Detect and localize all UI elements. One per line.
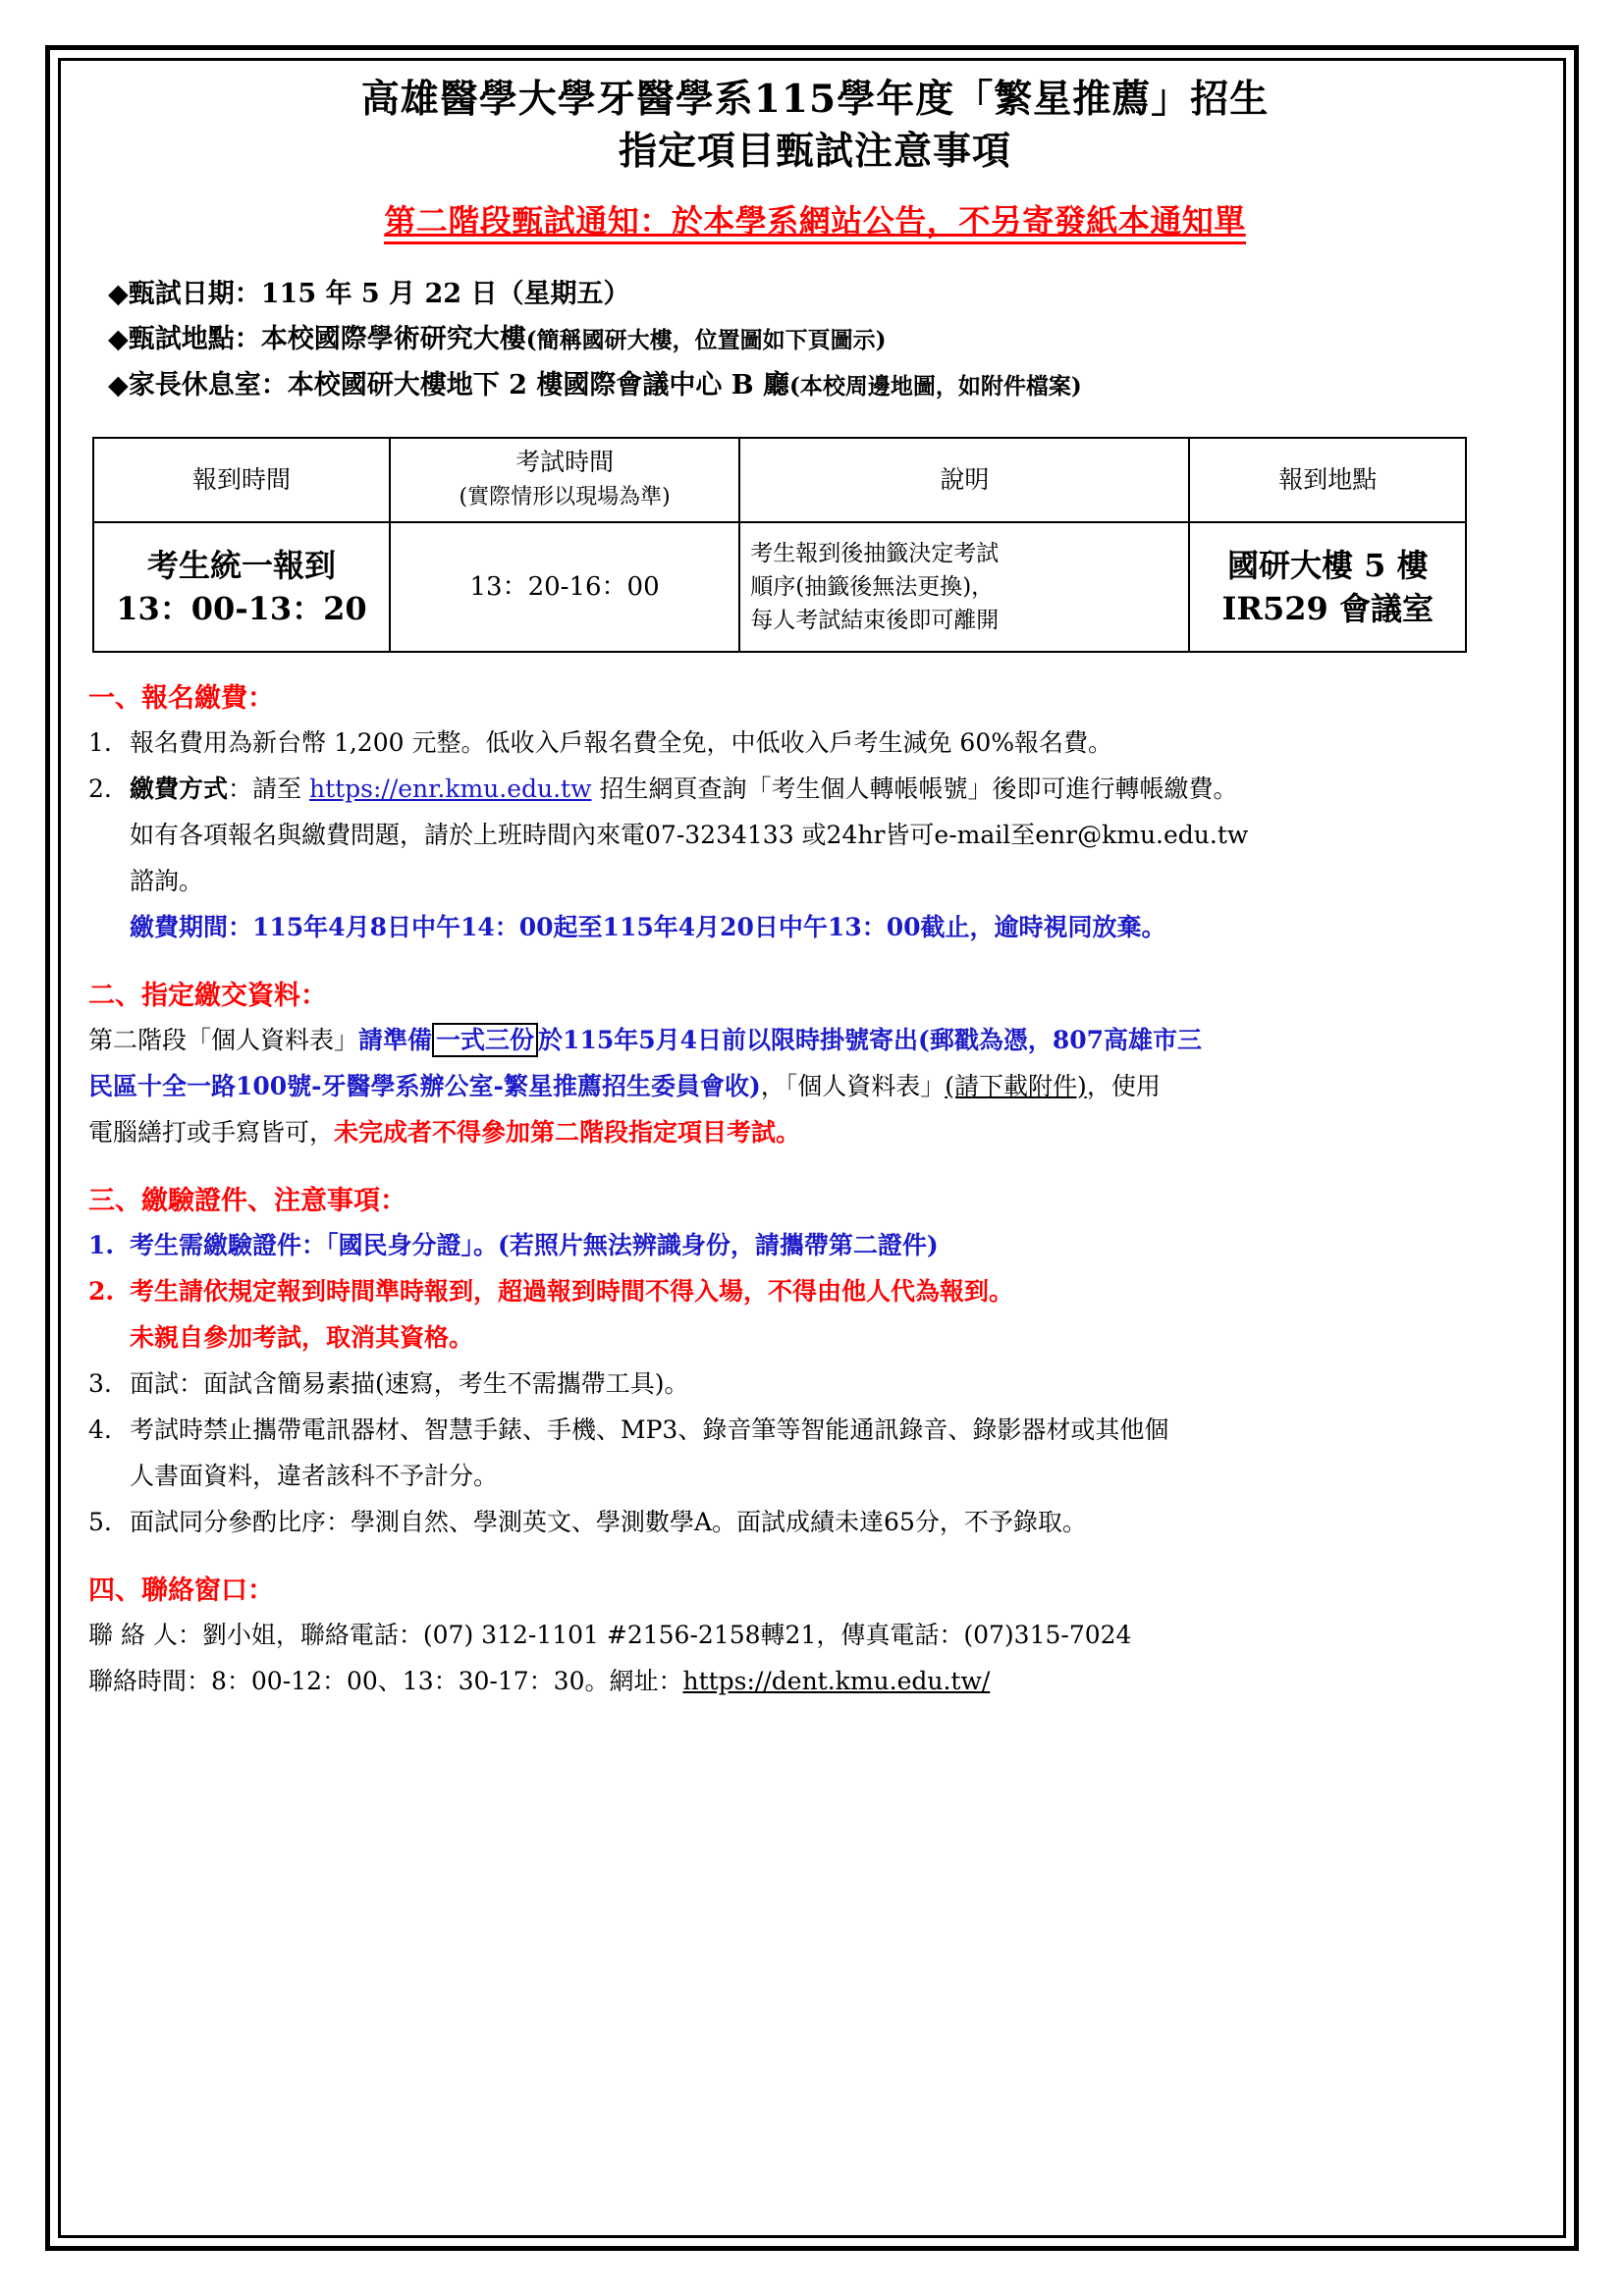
section3-item-1-text: 考生需繳驗證件：「國民身分證」。(若照片無法辨識身份，請攜帶第二證件) bbox=[130, 1231, 939, 1259]
header-checkin-time bbox=[93, 438, 390, 522]
exam-date-label: ◆甄試日期： bbox=[108, 279, 261, 309]
section1-item-2-number: 2. bbox=[88, 774, 112, 803]
section3-item-4 bbox=[88, 1407, 1542, 1453]
section3-item-4-number: 4. bbox=[88, 1415, 112, 1444]
second-stage-notice bbox=[88, 199, 1542, 242]
section1-item-2-text bbox=[130, 766, 1542, 812]
personal-data-form-label-2: ，「個人資料表」 bbox=[760, 1072, 946, 1100]
exam-date-value: 115 年 5 月 22 日（星期五） bbox=[260, 279, 630, 309]
exam-place-row bbox=[108, 317, 1542, 363]
cell-exam-time bbox=[390, 522, 739, 652]
section-required-documents bbox=[88, 976, 1542, 1155]
checkin-place-line-2: IR529 會議室 bbox=[1221, 590, 1434, 627]
contact-hours-text: 聯絡時間：8：00-12：00、13：30-17：30。網址： bbox=[88, 1667, 683, 1695]
three-copies-boxed: 一式三份 bbox=[432, 1023, 538, 1057]
checkin-time-line-2: 13：00-13：20 bbox=[116, 590, 367, 627]
section1-item-2-line-3: 諮詢。 bbox=[130, 867, 204, 895]
section3-heading: 三、繳驗證件、注意事項： bbox=[88, 1186, 406, 1216]
parent-room-row bbox=[108, 363, 1542, 409]
table-header-row bbox=[93, 438, 1466, 522]
table-row bbox=[93, 522, 1466, 652]
header-description-label: 說明 bbox=[940, 465, 990, 494]
mailing-deadline-text: 於115年5月4日前以限時掛號寄出(郵戳為憑，807高雄市三 bbox=[538, 1026, 1203, 1054]
section3-item-5 bbox=[88, 1499, 1542, 1545]
section3-item-2 bbox=[88, 1268, 1542, 1314]
section3-item-3-number: 3. bbox=[88, 1369, 112, 1398]
title-line-1: 高雄醫學大學牙醫學系115學年度「繁星推薦」招生 bbox=[360, 77, 1270, 122]
section3-item-5-text: 面試同分參酌比序：學測自然、學測英文、學測數學A。面試成績未達65分，不予錄取。 bbox=[130, 1508, 1087, 1536]
section3-item-3 bbox=[88, 1361, 1542, 1407]
section2-line2-tail: ，使用 bbox=[1086, 1072, 1161, 1100]
header-description bbox=[739, 438, 1189, 522]
exam-time-value: 13：20-16：00 bbox=[469, 572, 660, 602]
section1-item-1-text: 報名費用為新台幣 1,200 元整。低收入戶報名費全免，中低收入戶考生減免 60%報名費。 bbox=[130, 728, 1112, 757]
section2-heading: 二、指定繳交資料： bbox=[88, 981, 327, 1011]
description-line-1: 考生報到後抽籤決定考試 bbox=[750, 541, 1000, 566]
section3-item-1 bbox=[88, 1222, 1542, 1268]
payment-period-notice: 繳費期間：115年4月8日中午14：00起至115年4月20日中午13：00截止，逾時視同放棄。 bbox=[130, 913, 1166, 941]
exam-place-value: 本校國際學術研究大樓 bbox=[260, 324, 526, 354]
section-documents-and-notes bbox=[88, 1181, 1542, 1545]
department-website-link[interactable]: https://dent.kmu.edu.tw/ bbox=[682, 1667, 991, 1695]
section3-item-2-line-2: 未親自參加考試，取消其資格。 bbox=[130, 1323, 474, 1352]
description-line-3: 每人考試結束後即可離開 bbox=[750, 608, 1000, 633]
schedule-table bbox=[92, 437, 1467, 653]
section4-heading: 四、聯絡窗口： bbox=[88, 1575, 274, 1606]
exam-place-label: ◆甄試地點： bbox=[108, 324, 261, 354]
parent-room-note: (本校周邊地圖，如附件檔案) bbox=[788, 373, 1082, 400]
section2-paragraph-line-3 bbox=[88, 1109, 1542, 1155]
payment-method-suffix: 招生網頁查詢「考生個人轉帳帳號」後即可進行轉帳繳費。 bbox=[591, 774, 1238, 803]
header-checkin-place bbox=[1189, 438, 1466, 522]
incomplete-warning: 未完成者不得參加第二階段指定項目考試。 bbox=[334, 1118, 801, 1147]
checkin-time-line-1: 考生統一報到 bbox=[146, 547, 336, 584]
cell-description bbox=[739, 522, 1189, 652]
personal-data-form-label: 第二階段「個人資料表」 bbox=[88, 1026, 359, 1054]
section2-paragraph-line-1 bbox=[88, 1017, 1542, 1063]
payment-method-label: 繳費方式 bbox=[130, 774, 229, 803]
section-contact-window bbox=[88, 1571, 1542, 1704]
section1-item-1-number: 1. bbox=[88, 728, 112, 757]
section2-paragraph-line-2 bbox=[88, 1063, 1542, 1109]
key-info-list bbox=[88, 272, 1542, 409]
payment-method-prefix: ：請至 bbox=[228, 774, 309, 803]
second-stage-notice-text: 第二階段甄試通知：於本學系網站公告，不另寄發紙本通知單 bbox=[384, 202, 1246, 244]
section3-item-2-text: 考生請依規定報到時間準時報到，超過報到時間不得入場，不得由他人代為報到。 bbox=[130, 1277, 1014, 1306]
document-content bbox=[88, 74, 1542, 1704]
section3-item-2-number: 2. bbox=[88, 1277, 115, 1306]
mailing-address-text: 民區十全一路100號-牙醫學系辦公室-繁星推薦招生委員會收) bbox=[88, 1072, 761, 1100]
enrollment-site-link[interactable]: https://enr.kmu.edu.tw bbox=[308, 774, 592, 803]
checkin-place-line-1: 國研大樓 5 樓 bbox=[1226, 547, 1429, 584]
title-line-2: 指定項目甄試注意事項 bbox=[618, 129, 1011, 174]
section-registration-fee bbox=[88, 678, 1542, 950]
parent-room-value: 本校國研大樓地下 2 樓國際會議中心 B 廳 bbox=[287, 370, 789, 400]
section3-item-4-text: 考試時禁止攜帶電訊器材、智慧手錶、手機、MP3、錄音筆等智能通訊錄音、錄影器材或其他個 bbox=[130, 1415, 1169, 1444]
typing-or-handwriting-text: 電腦繕打或手寫皆可， bbox=[88, 1118, 335, 1147]
header-checkin-time-label: 報到時間 bbox=[191, 465, 291, 494]
section3-item-3-text: 面試：面試含簡易素描(速寫，考生不需攜帶工具)。 bbox=[130, 1369, 689, 1398]
parent-room-label: ◆家長休息室： bbox=[108, 370, 288, 400]
cell-checkin-place bbox=[1189, 522, 1466, 652]
description-line-2: 順序(抽籤後無法更換)， bbox=[750, 574, 995, 600]
header-exam-time bbox=[390, 438, 739, 522]
download-attachment-link[interactable]: (請下載附件) bbox=[945, 1072, 1087, 1100]
contact-person-line: 聯 絡 人：劉小姐，聯絡電話：(07) 312-1101 #2156-2158轉21，傳真電話：(07)315-7024 bbox=[88, 1621, 1132, 1649]
page-title bbox=[88, 74, 1542, 178]
section3-item-4-line-2: 人書面資料，違者該科不予計分。 bbox=[130, 1462, 499, 1490]
prepare-label: 請準備 bbox=[358, 1026, 433, 1054]
section3-item-5-number: 5. bbox=[88, 1508, 112, 1536]
exam-place-note: (簡稱國研大樓，位置圖如下頁圖示) bbox=[525, 327, 887, 353]
header-exam-time-sublabel: (實際情形以現場為準) bbox=[459, 485, 671, 509]
section3-item-1-number: 1. bbox=[88, 1231, 115, 1259]
cell-checkin-time bbox=[93, 522, 390, 652]
exam-date-row bbox=[108, 272, 1542, 317]
section1-item-2 bbox=[88, 766, 1542, 812]
header-exam-time-label: 考試時間 bbox=[515, 448, 615, 476]
section1-heading: 一、報名繳費： bbox=[88, 683, 274, 714]
contact-hours-line bbox=[88, 1658, 1542, 1704]
header-checkin-place-label: 報到地點 bbox=[1278, 465, 1378, 494]
section1-item-2-line-2: 如有各項報名與繳費問題，請於上班時間內來電07-3234133 或24hr皆可e-mail至enr@kmu.edu.tw bbox=[130, 821, 1249, 849]
section1-item-1 bbox=[88, 720, 1542, 766]
